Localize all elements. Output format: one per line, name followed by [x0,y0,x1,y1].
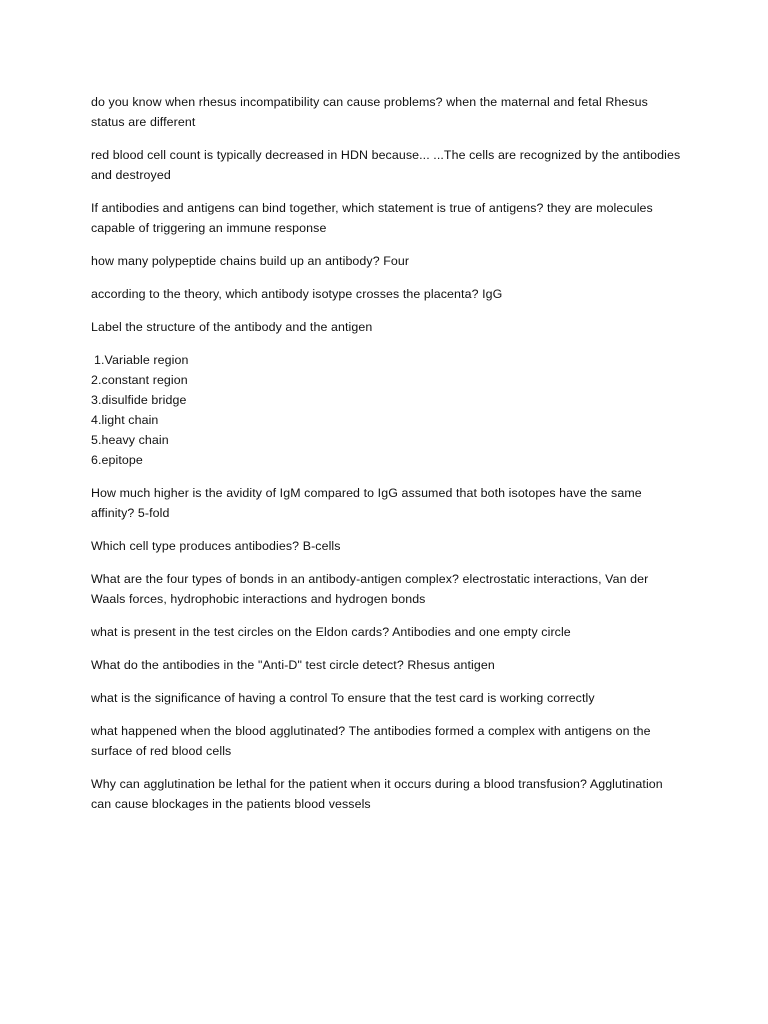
paragraph-eldon-cards: what is present in the test circles on the Eldon cards? Antibodies and one empty circle [91,625,571,639]
list-item: 6.epitope [91,453,143,467]
paragraph-rhesus-incompatibility: do you know when rhesus incompatibility can cause problems? when the maternal and fetal Rhesus status are different [91,95,648,129]
list-item: 1.Variable region [94,353,189,367]
paragraph-antigens-statement: If antibodies and antigens can bind together, which statement is true of antigens? they are molecules capable of triggering an immune response [91,201,653,235]
paragraph-bond-types: What are the four types of bonds in an antibody-antigen complex? electrostatic interactions, Van der Waals forces, hydrophobic interactions and hydrogen bonds [91,572,649,606]
paragraph-label-structure: Label the structure of the antibody and the antigen [91,320,373,334]
paragraph-control: what is the significance of having a control To ensure that the test card is working correctly [91,691,595,705]
paragraph-avidity: How much higher is the avidity of IgM compared to IgG assumed that both isotopes have the same affinity? 5-fold [91,486,642,520]
document-body [91,92,681,827]
antibody-structure-list [91,350,681,470]
list-item: 4.light chain [91,413,159,427]
paragraph-agglutinated: what happened when the blood agglutinated? The antibodies formed a complex with antigens on the surface of red blood cells [91,724,651,758]
list-item: 3.disulfide bridge [91,393,187,407]
paragraph-agglutination-lethal: Why can agglutination be lethal for the patient when it occurs during a blood transfusion? Agglutination can cause blockages in the patients blood vessels [91,777,663,811]
paragraph-placenta-isotype: according to the theory, which antibody isotype crosses the placenta? IgG [91,287,503,301]
list-item: 2.constant region [91,373,188,387]
paragraph-cell-type: Which cell type produces antibodies? B-cells [91,539,341,553]
paragraph-polypeptide-chains: how many polypeptide chains build up an antibody? Four [91,254,410,268]
paragraph-anti-d: What do the antibodies in the "Anti-D" test circle detect? Rhesus antigen [91,658,495,672]
list-item: 5.heavy chain [91,433,169,447]
paragraph-red-blood-cell-count: red blood cell count is typically decreased in HDN because... ...The cells are recognized by the antibodies and destroyed [91,148,681,182]
